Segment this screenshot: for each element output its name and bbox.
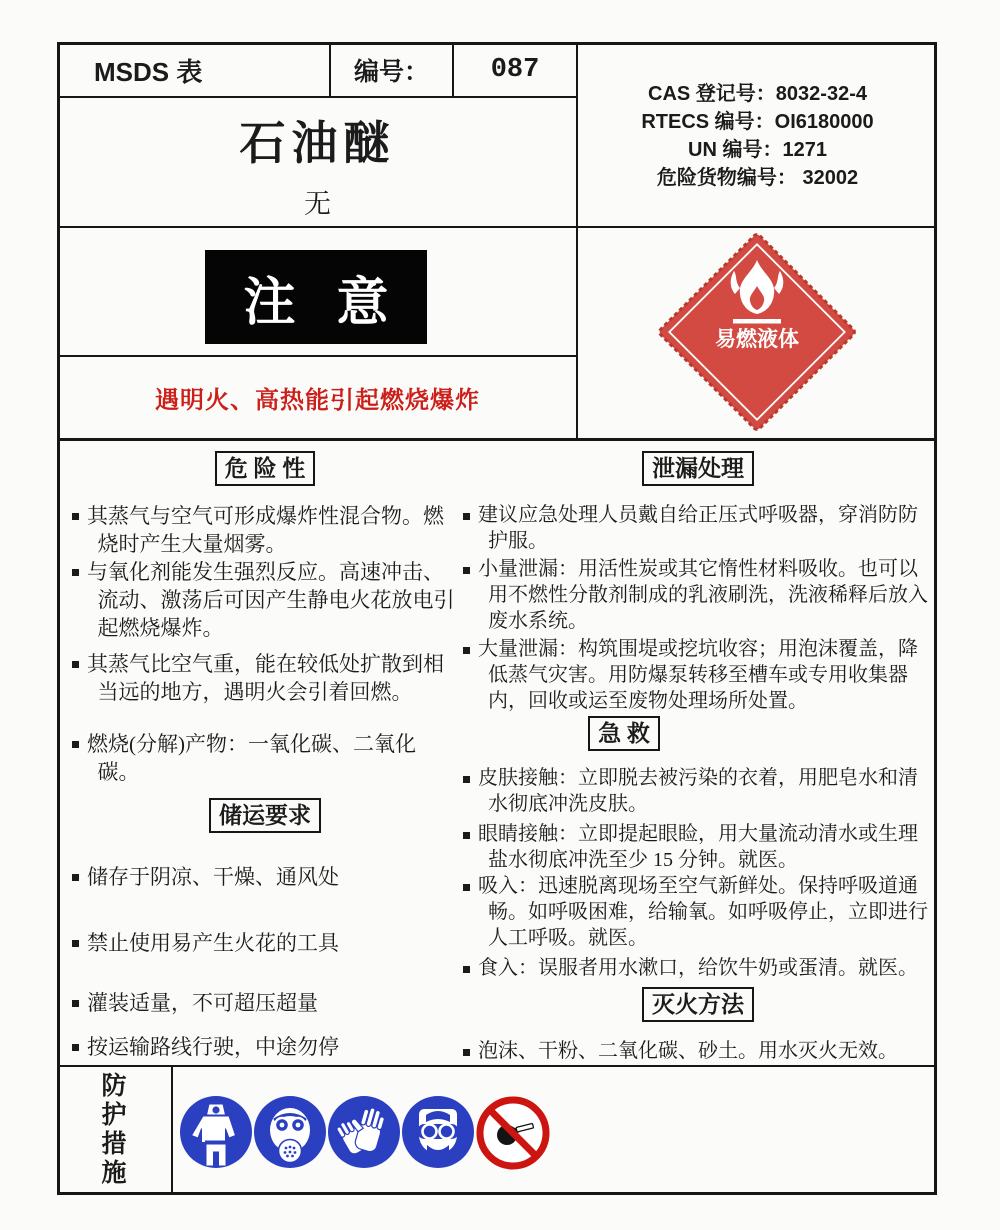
bullet-icon — [72, 513, 79, 520]
protective-gloves-icon — [326, 1094, 402, 1170]
grid-hline — [57, 1065, 937, 1067]
list-item: 按运输路线行驶，中途勿停 — [70, 1033, 460, 1061]
form-title: MSDS 表 — [94, 56, 203, 87]
list-item: 与氧化剂能发生强烈反应。高速冲击、流动、激荡后可因产生静电火花放电引起燃烧爆炸。 — [70, 558, 460, 642]
gas-mask-icon — [252, 1094, 328, 1170]
dangerous-goods-number: 危险货物编号： 32002 — [656, 167, 859, 189]
list-item: 吸入：迅速脱离现场至空气新鲜处。保持呼吸道通畅。如呼吸困难，给输氧。如呼吸停止，立即进行人工呼吸。就医。 — [461, 873, 935, 951]
ppe-icons-row — [178, 1094, 550, 1172]
diamond-label: 易燃液体 — [715, 327, 799, 351]
bullet-icon — [72, 661, 79, 668]
list-item: 皮肤接触：立即脱去被污染的衣着，用肥皂水和清水彻底冲洗皮肤。 — [461, 765, 935, 817]
bullet-icon — [72, 1044, 79, 1051]
cas-number: CAS 登记号：8032-32-4 — [648, 83, 867, 105]
hazard-statement: 遇明火、高热能引起燃烧爆炸 — [155, 387, 480, 414]
list-item: 其蒸气与空气可形成爆炸性混合物。燃烧时产生大量烟雾。 — [70, 502, 460, 558]
bullet-icon — [463, 513, 470, 520]
right-column — [461, 441, 935, 1064]
bullet-icon — [72, 940, 79, 947]
no-smoking-icon — [474, 1094, 552, 1172]
section-title-storage: 储运要求 — [209, 798, 321, 833]
bullet-icon — [463, 966, 470, 973]
registry-block — [578, 50, 937, 222]
signal-word-box — [205, 250, 427, 344]
protective-clothing-icon — [178, 1094, 254, 1170]
list-item: 禁止使用易产生火花的工具 — [70, 929, 460, 957]
list-item: 大量泄漏：构筑围堤或挖坑收容；用泡沫覆盖，降低蒸气灾害。用防爆泵转移至槽车或专用收集器内，回收或运至废物处理场所处置。 — [461, 636, 935, 714]
list-item: 灌装适量，不可超压超量 — [70, 989, 460, 1017]
list-item: 小量泄漏：用活性炭或其它惰性材料吸收。也可以用不燃性分散剂制成的乳液刷洗，洗液稀释后放入废水系统。 — [461, 556, 935, 634]
bullet-icon — [72, 874, 79, 881]
list-item: 建议应急处理人员戴自给正压式呼吸器，穿消防防护服。 — [461, 502, 935, 554]
list-item: 其蒸气比空气重，能在较低处扩散到相当远的地方，遇明火会引着回燃。 — [70, 650, 460, 706]
chemical-name: 石油醚 — [239, 118, 396, 169]
grid-hline — [57, 96, 578, 98]
section-title-hazards: 危 险 性 — [215, 451, 316, 486]
list-item: 食入：误服者用水漱口，给饮牛奶或蛋清。就医。 — [461, 955, 935, 981]
signal-word: 注 意 — [243, 274, 403, 332]
bullet-icon — [72, 741, 79, 748]
bullet-icon — [463, 567, 470, 574]
rtecs-number: RTECS 编号：OI6180000 — [641, 111, 874, 133]
section-title-firstaid: 急 救 — [588, 716, 660, 751]
number-value: 087 — [490, 55, 540, 85]
list-item: 储存于阴凉、干燥、通风处 — [70, 863, 460, 891]
left-column — [70, 441, 460, 1061]
bullet-icon — [463, 884, 470, 891]
list-item: 泡沫、干粉、二氧化碳、砂土。用水灭火无效。 — [461, 1038, 935, 1064]
diamond-divider-bar — [733, 319, 781, 324]
protective-goggles-icon — [400, 1094, 476, 1170]
un-number: UN 编号：1271 — [688, 139, 827, 161]
bullet-icon — [72, 569, 79, 576]
flammable-liquid-pictogram — [647, 230, 867, 440]
grid-vline — [171, 1065, 173, 1193]
list-item: 燃烧(分解)产物：一氧化碳、二氧化碳。 — [70, 730, 460, 786]
grid-hline — [57, 226, 937, 228]
list-item: 眼睛接触：立即提起眼睑，用大量流动清水或生理盐水彻底冲洗至少 15 分钟。就医。 — [461, 821, 935, 873]
flammable-liquid-diamond — [647, 230, 867, 440]
bullet-icon — [72, 1000, 79, 1007]
bullet-icon — [463, 832, 470, 839]
section-title-leak: 泄漏处理 — [642, 451, 754, 486]
chemical-alias: 无 — [304, 188, 331, 219]
bullet-icon — [463, 1049, 470, 1056]
protection-measures-label-cell — [57, 1067, 171, 1193]
protection-measures-label: 防护措施 — [101, 1073, 127, 1187]
number-label: 编号： — [353, 59, 429, 86]
section-title-firefighting: 灭火方法 — [642, 987, 754, 1022]
bullet-icon — [463, 647, 470, 654]
bullet-icon — [463, 776, 470, 783]
